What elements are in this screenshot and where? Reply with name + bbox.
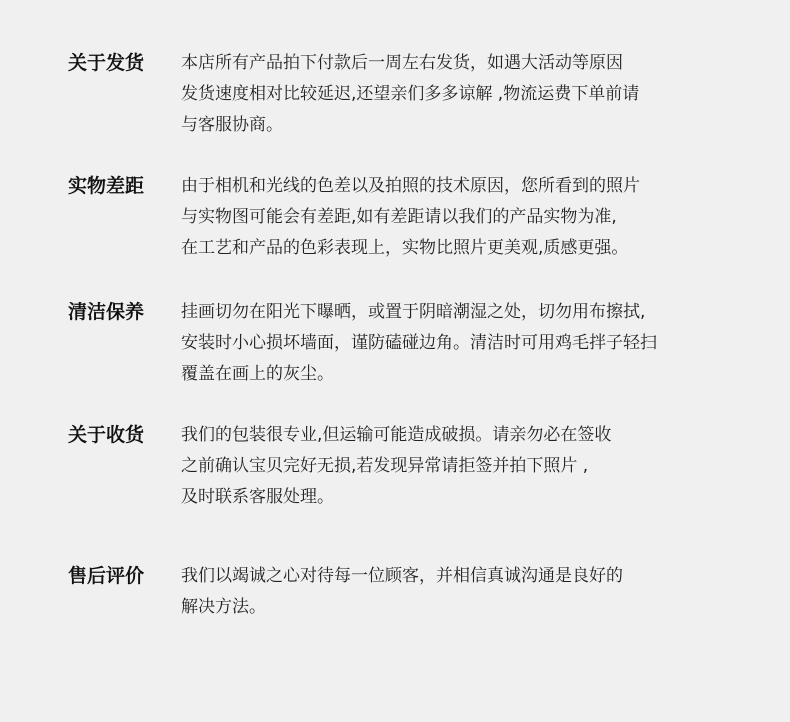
body-line: 覆盖在画上的灰尘。 [181,364,334,384]
body-line: 解决方法。 [181,597,266,617]
section-body-shipping [181,48,751,141]
section-body-after-sales-review [181,561,751,623]
section-title-after-sales-review: 售后评价 [68,565,145,587]
body-line: 之前确认宝贝完好无损,若发现异常请拒签并拍下照片 , [181,456,589,476]
body-line: 我们以竭诚之心对待每一位顾客，并相信真诚沟通是良好的 [181,566,623,586]
body-line: 挂画切勿在阳光下曝晒，或置于阴暗潮湿之处，切勿用布擦拭, [181,302,646,322]
body-line: 及时联系客服处理。 [181,487,334,507]
section-title-product-difference: 实物差距 [68,175,145,197]
body-line: 我们的包装很专业,但运输可能造成破损。请亲勿必在签收 [181,425,612,445]
body-line: 发货速度相对比较延迟,还望亲们多多谅解 ,物流运费下单前请 [181,84,640,104]
section-body-product-difference [181,171,751,264]
body-line: 与客服协商。 [181,115,283,135]
section-title-receiving: 关于收货 [68,424,145,446]
section-body-receiving [181,420,751,513]
section-title-cleaning-care: 清洁保养 [68,301,145,323]
section-body-cleaning-care [181,297,751,390]
body-line: 在工艺和产品的色彩表现上，实物比照片更美观,质感更强。 [181,238,629,258]
body-line: 本店所有产品拍下付款后一周左右发货，如遇大活动等原因 [181,53,623,73]
body-line: 与实物图可能会有差距,如有差距请以我们的产品实物为准, [181,207,617,227]
body-line: 由于相机和光线的色差以及拍照的技术原因，您所看到的照片 [181,176,640,196]
section-title-shipping: 关于发货 [68,52,145,74]
body-line: 安装时小心损坏墙面，谨防磕碰边角。清洁时可用鸡毛拌子轻扫 [181,333,657,353]
